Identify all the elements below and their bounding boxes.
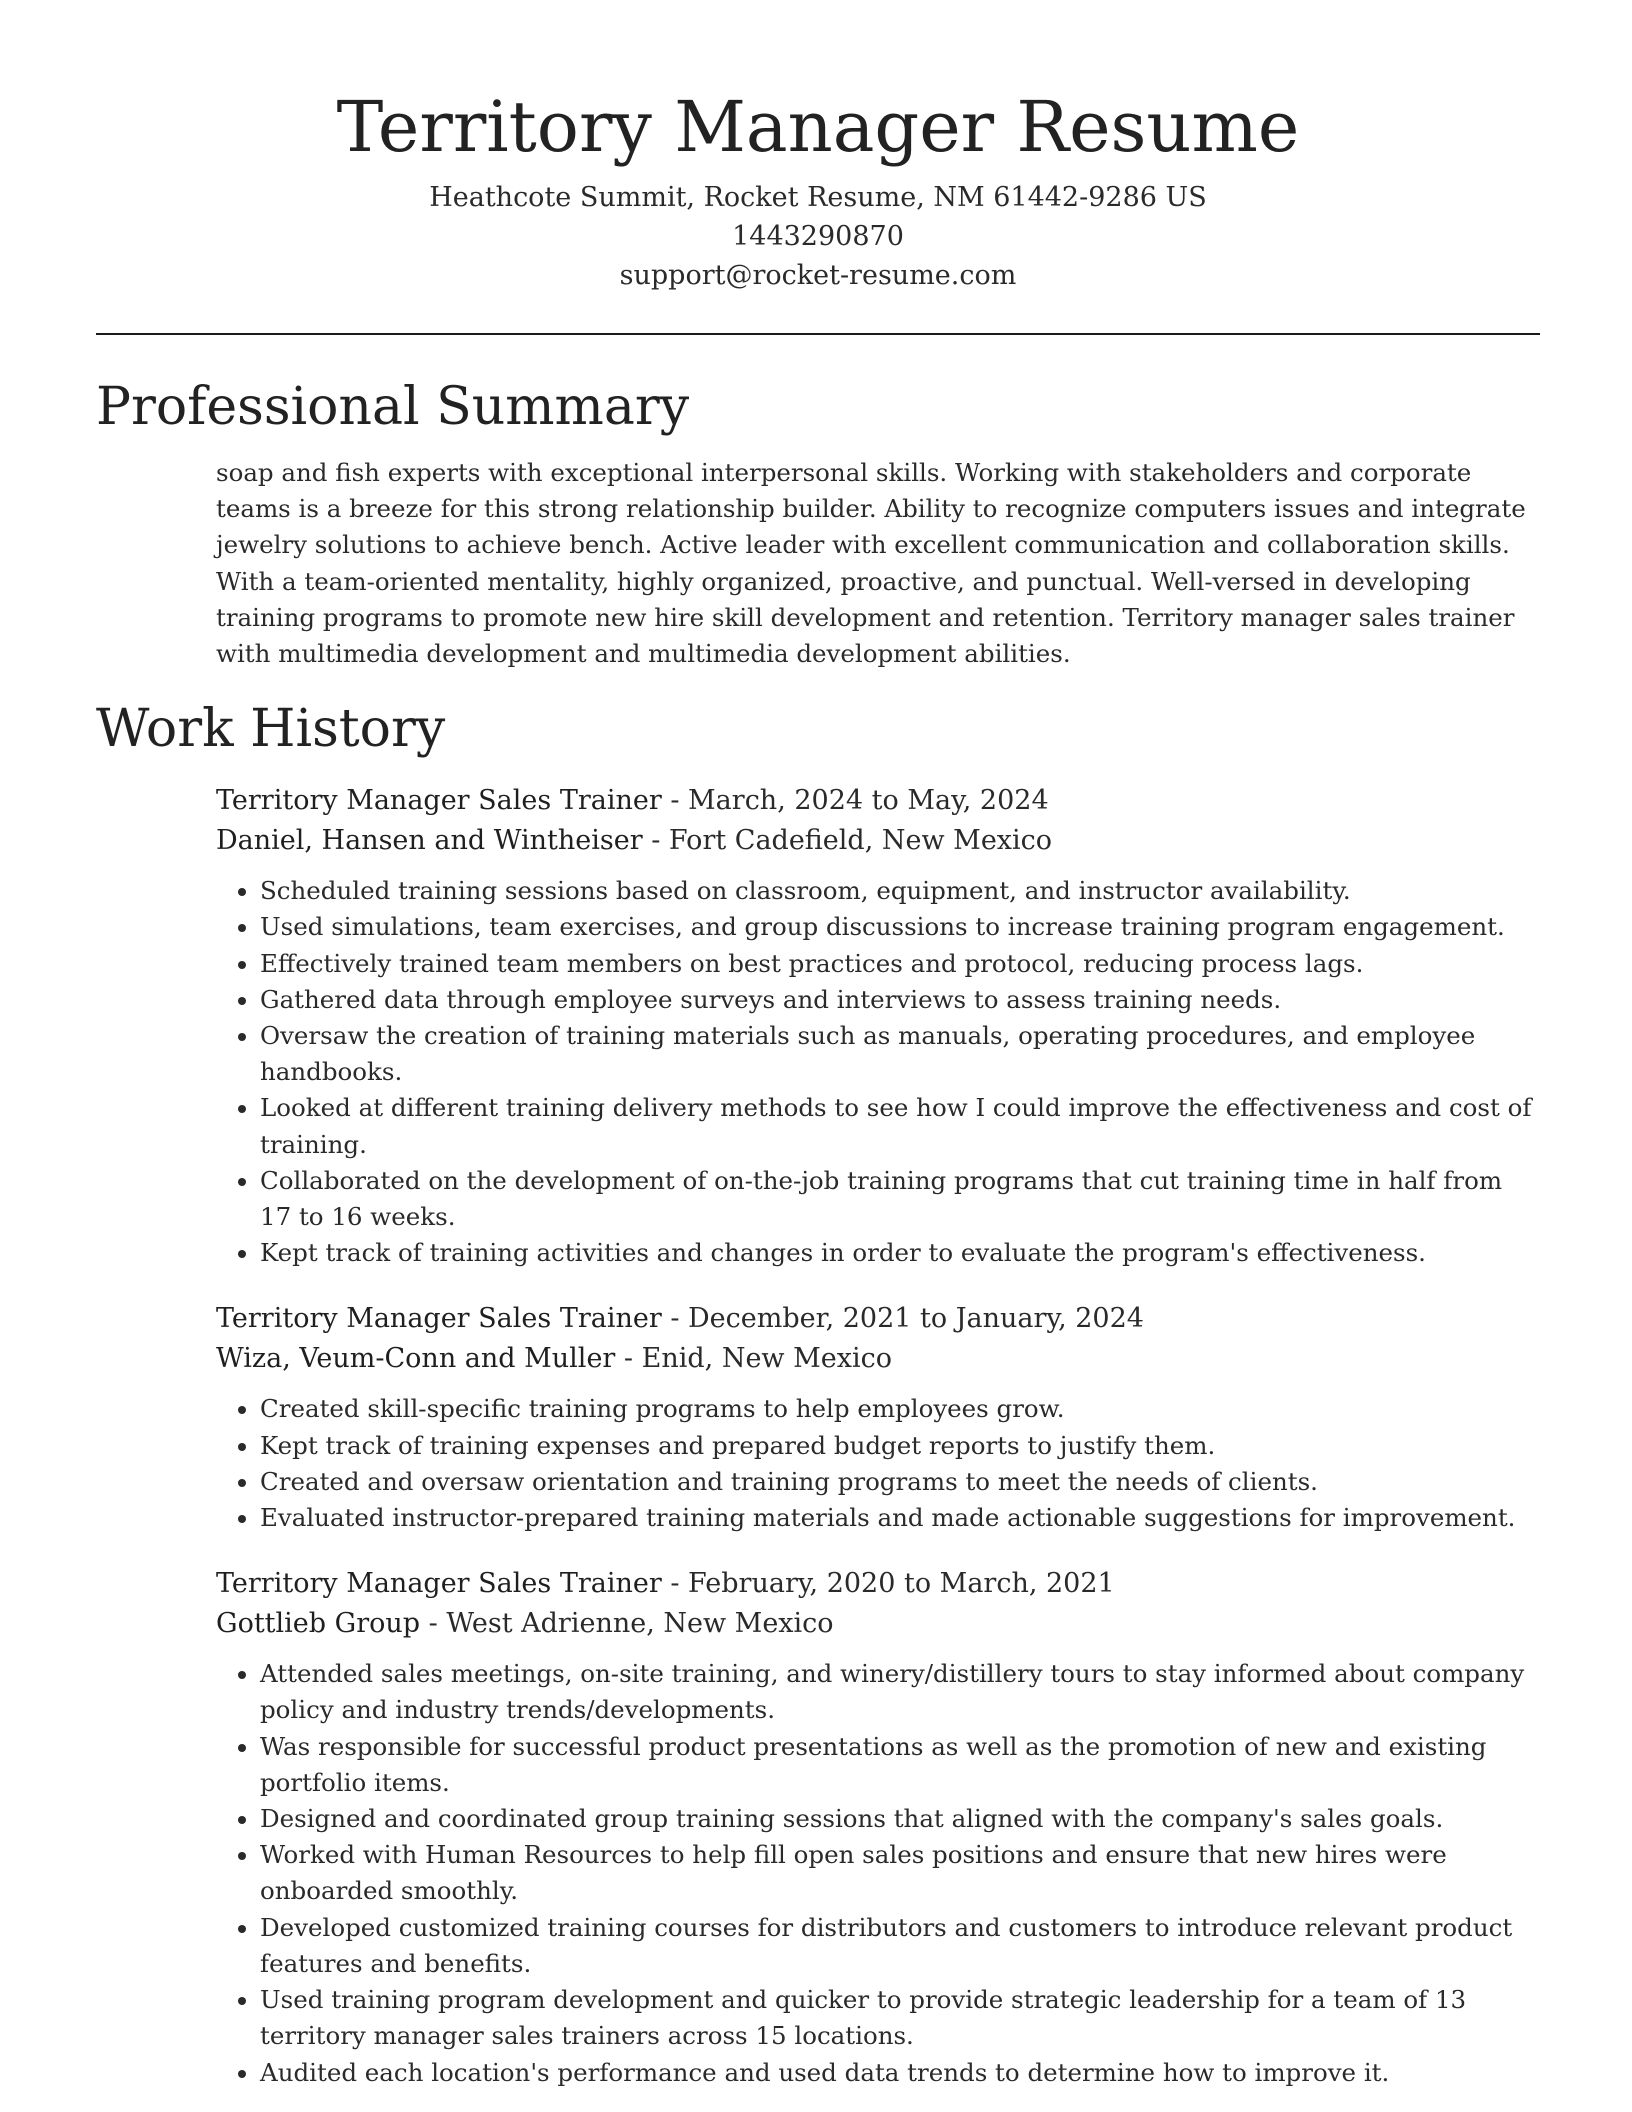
section-heading-summary: Professional Summary	[96, 377, 690, 437]
resume-title: Territory Manager Resume	[336, 86, 1300, 168]
work-history-section	[96, 697, 1540, 2090]
job-dates: - March, 2024 to May, 2024	[661, 785, 1049, 817]
job-location: - West Adrienne, New Mexico	[420, 1608, 834, 1640]
job-bullet: • Oversaw the creation of training materials such as manuals, operating procedures, and employee handbooks.	[260, 1018, 1540, 1090]
contact-info	[96, 178, 1540, 295]
job-bullet: • Created and oversaw orientation and training programs to meet the needs of clients.	[260, 1464, 1540, 1500]
job-bullet: • Gathered data through employee surveys and interviews to assess training needs.	[260, 982, 1540, 1018]
resume-header	[96, 0, 1540, 295]
job-dates: - December, 2021 to January, 2024	[661, 1303, 1144, 1335]
job-bullet: • Audited each location's performance and used data trends to determine how to improve it.	[260, 2055, 1540, 2091]
job-bullet: • Effectively trained team members on best practices and protocol, reducing process lags.	[260, 946, 1540, 982]
contact-phone: 1443290870	[732, 221, 904, 252]
job-bullet: • Worked with Human Resources to help fill open sales positions and ensure that new hires were onboarded smoothly.	[260, 1837, 1540, 1909]
job-location: - Enid, New Mexico	[615, 1343, 892, 1375]
job-title-line	[216, 1564, 1540, 1604]
job-bullet: • Created skill-specific training programs to help employees grow.	[260, 1391, 1540, 1427]
professional-summary-section	[96, 375, 1540, 672]
contact-email: support@rocket-resume.com	[619, 260, 1017, 291]
job-location: - Fort Cadefield, New Mexico	[642, 825, 1053, 857]
resume-page	[96, 0, 1540, 2091]
job-company: Daniel, Hansen and Wintheiser	[216, 825, 643, 857]
job-company: Gottlieb Group	[216, 1608, 421, 1640]
summary-text: soap and fish experts with exceptional interpersonal skills. Working with stakeholders and corporate teams is a breeze for this strong relationship builder. Ability to recognize computers issues and integrate jewelry solutions to achieve bench. Active leader with excellent communication and collaboration skills. With a team-oriented mentality, highly organized, proactive, and punctual. Well-versed in developing training programs to promote new hire skill development and retention. Territory manager sales trainer with multimedia development and multimedia development abilities.	[216, 458, 1526, 669]
job-bullet: • Evaluated instructor-prepared training materials and made actionable suggestions for improvement.	[260, 1500, 1540, 1536]
job-company: Wiza, Veum-Conn and Muller	[216, 1343, 616, 1375]
job-entry	[216, 781, 1540, 1271]
job-company-line	[216, 1339, 1540, 1379]
job-bullet: • Designed and coordinated group training sessions that aligned with the company's sales goals.	[260, 1801, 1540, 1837]
job-bullet: • Developed customized training courses for distributors and customers to introduce relevant product features and benefits.	[260, 1910, 1540, 1982]
job-entry	[216, 1564, 1540, 2090]
job-title-line	[216, 781, 1540, 821]
job-bullet: • Kept track of training activities and changes in order to evaluate the program's effectiveness.	[260, 1235, 1540, 1271]
job-bullet-list	[216, 1391, 1540, 1536]
job-entry	[216, 1299, 1540, 1536]
job-bullet: • Collaborated on the development of on-the-job training programs that cut training time in half from 17 to 16 weeks.	[260, 1163, 1540, 1235]
job-title: Territory Manager Sales Trainer	[216, 785, 662, 817]
job-title-line	[216, 1299, 1540, 1339]
header-divider	[96, 333, 1540, 335]
job-bullet-list	[216, 1656, 1540, 2090]
job-bullet: • Used simulations, team exercises, and group discussions to increase training program engagement.	[260, 909, 1540, 945]
job-bullet: • Attended sales meetings, on-site training, and winery/distillery tours to stay informed about company policy and industry trends/developments.	[260, 1656, 1540, 1728]
job-title: Territory Manager Sales Trainer	[216, 1568, 662, 1600]
section-heading-work-history: Work History	[96, 699, 446, 760]
job-dates: - February, 2020 to March, 2021	[661, 1568, 1115, 1600]
job-bullet: • Looked at different training delivery methods to see how I could improve the effectiveness and cost of training.	[260, 1090, 1540, 1162]
job-bullet-list	[216, 873, 1540, 1271]
contact-address: Heathcote Summit, Rocket Resume, NM 61442-9286 US	[429, 182, 1207, 213]
job-company-line	[216, 821, 1540, 861]
job-bullet: • Used training program development and quicker to provide strategic leadership for a team of 13 territory manager sales trainers across 15 locations.	[260, 1982, 1540, 2054]
job-bullet: • Was responsible for successful product presentations as well as the promotion of new and existing portfolio items.	[260, 1729, 1540, 1801]
job-title: Territory Manager Sales Trainer	[216, 1303, 662, 1335]
job-bullet: • Kept track of training expenses and prepared budget reports to justify them.	[260, 1428, 1540, 1464]
job-company-line	[216, 1604, 1540, 1644]
job-bullet: • Scheduled training sessions based on classroom, equipment, and instructor availability.	[260, 873, 1540, 909]
